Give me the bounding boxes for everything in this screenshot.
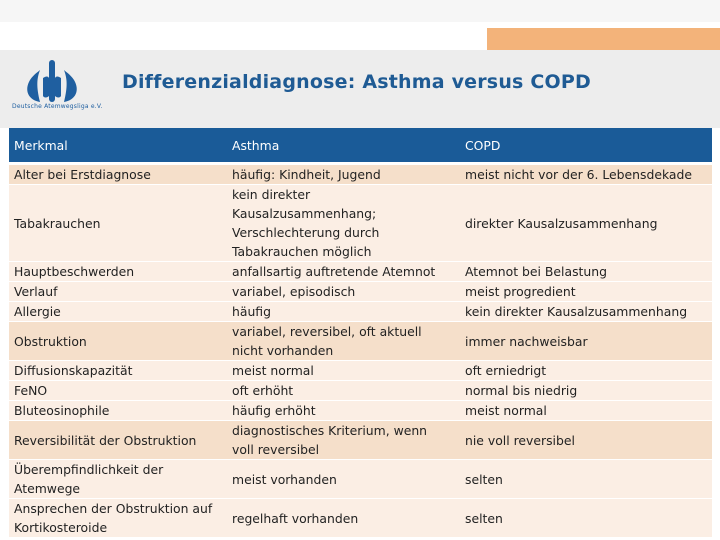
cell-copd — [460, 361, 712, 381]
cell-copd — [460, 302, 712, 322]
cell-merkmal — [9, 302, 227, 322]
top-stripe — [0, 0, 720, 22]
cell-merkmal — [9, 499, 227, 538]
cell-asthma — [227, 282, 460, 302]
cell-asthma-line: Kausalzusammenhang; — [232, 206, 377, 221]
cell-copd-line: nie voll reversibel — [465, 432, 575, 448]
table-row — [9, 262, 712, 282]
cell-copd — [460, 460, 712, 499]
cell-asthma — [227, 185, 460, 262]
cell-merkmal — [9, 381, 227, 401]
cell-asthma-line: voll reversibel — [232, 442, 320, 457]
table-row — [9, 421, 712, 460]
cell-merkmal-line: Diffusionskapazität — [14, 363, 133, 378]
page-title: Differenzialdiagnose: Asthma versus COPD — [122, 71, 591, 93]
table-row — [9, 499, 712, 538]
cell-merkmal-line: Bluteosinophile — [14, 403, 110, 418]
cell-copd-line: Atemnot bei Belastung — [465, 264, 607, 279]
cell-asthma — [227, 361, 460, 381]
cell-copd-line: meist normal — [465, 403, 547, 418]
cell-asthma — [227, 460, 460, 499]
cell-merkmal-line: Verlauf — [14, 284, 58, 299]
cell-asthma — [227, 421, 460, 460]
cell-asthma-line: oft erhöht — [232, 383, 294, 398]
table-row — [9, 401, 712, 421]
cell-merkmal-line: Tabakrauchen — [14, 215, 101, 231]
table-row — [9, 164, 712, 185]
cell-copd — [460, 164, 712, 185]
table-row — [9, 460, 712, 499]
cell-asthma-line: häufig — [232, 304, 271, 319]
cell-copd — [460, 499, 712, 538]
cell-asthma-line: meist vorhanden — [232, 471, 337, 487]
cell-merkmal — [9, 164, 227, 185]
cell-asthma-line: diagnostisches Kriterium, wenn — [232, 423, 428, 438]
cell-copd — [460, 282, 712, 302]
cell-asthma-line: häufig erhöht — [232, 403, 316, 418]
cell-merkmal-line: Obstruktion — [14, 333, 87, 349]
cell-merkmal — [9, 282, 227, 302]
table-row — [9, 302, 712, 322]
cell-asthma-line: meist normal — [232, 363, 314, 378]
cell-merkmal-line: Hauptbeschwerden — [14, 264, 135, 279]
accent-bar — [487, 28, 720, 50]
comparison-table — [9, 128, 712, 538]
cell-asthma — [227, 381, 460, 401]
cell-asthma-line: nicht vorhanden — [232, 343, 334, 358]
table-row — [9, 282, 712, 302]
cell-copd-line: kein direkter Kausalzusammenhang — [465, 304, 688, 319]
cell-asthma-line: häufig: Kindheit, Jugend — [232, 167, 381, 182]
cell-asthma — [227, 302, 460, 322]
cell-asthma — [227, 322, 460, 361]
column-header-merkmal: Merkmal — [9, 128, 227, 164]
logo-text: Deutsche Atemwegsliga e.V. — [12, 103, 103, 110]
cell-asthma-line: Tabakrauchen möglich — [232, 244, 372, 259]
cell-asthma — [227, 499, 460, 538]
cell-merkmal — [9, 421, 227, 460]
cell-merkmal-line: Atemwege — [14, 481, 81, 496]
table-row — [9, 322, 712, 361]
table-header-row — [9, 128, 712, 164]
cell-copd-line: selten — [465, 471, 503, 487]
cell-copd-line: oft erniedrigt — [465, 363, 547, 378]
cell-copd — [460, 322, 712, 361]
cell-merkmal — [9, 322, 227, 361]
table-row — [9, 185, 712, 262]
cell-merkmal — [9, 185, 227, 262]
cell-asthma-line: variabel, reversibel, oft aktuell — [232, 324, 422, 339]
cell-merkmal-line: Reversibilität der Obstruktion — [14, 432, 197, 448]
cell-asthma-line: Verschlechterung durch — [232, 225, 380, 240]
cell-copd-line: selten — [465, 510, 503, 526]
table-row — [9, 361, 712, 381]
cell-copd — [460, 401, 712, 421]
cell-copd-line: normal bis niedrig — [465, 383, 578, 398]
cell-copd-line: direkter Kausalzusammenhang — [465, 215, 658, 231]
cell-asthma — [227, 164, 460, 185]
cell-merkmal — [9, 361, 227, 381]
cell-merkmal-line: Alter bei Erstdiagnose — [14, 167, 151, 182]
column-header-asthma: Asthma — [227, 128, 460, 164]
cell-asthma — [227, 401, 460, 421]
cell-copd — [460, 185, 712, 262]
cell-merkmal-line: Kortikosteroide — [14, 520, 108, 535]
cell-asthma-line: anfallsartig auftretende Atemnot — [232, 264, 436, 279]
column-header-copd: COPD — [460, 128, 712, 164]
cell-merkmal-line: FeNO — [14, 383, 48, 398]
table-row — [9, 381, 712, 401]
cell-asthma — [227, 262, 460, 282]
cell-copd — [460, 262, 712, 282]
cell-copd-line: immer nachweisbar — [465, 333, 588, 349]
cell-merkmal — [9, 262, 227, 282]
cell-merkmal — [9, 460, 227, 499]
cell-copd-line: meist progredient — [465, 284, 576, 299]
cell-copd — [460, 381, 712, 401]
cell-copd — [460, 421, 712, 460]
cell-merkmal — [9, 401, 227, 421]
cell-merkmal-line: Überempfindlichkeit der — [14, 462, 164, 477]
cell-asthma-line: regelhaft vorhanden — [232, 510, 359, 526]
cell-copd-line: meist nicht vor der 6. Lebensdekade — [465, 167, 693, 182]
cell-asthma-line: kein direkter — [232, 187, 311, 202]
cell-merkmal-line: Ansprechen der Obstruktion auf — [14, 501, 213, 516]
cell-merkmal-line: Allergie — [14, 304, 61, 319]
cell-asthma-line: variabel, episodisch — [232, 284, 356, 299]
